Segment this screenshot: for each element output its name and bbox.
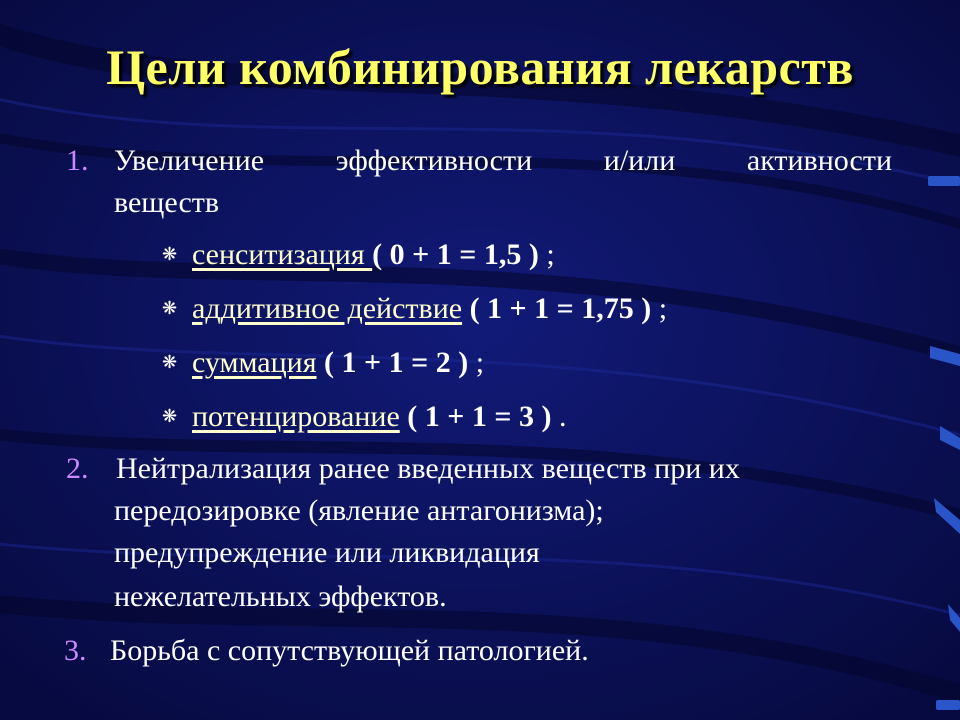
snowflake-bullet-icon: ❋ — [162, 298, 178, 318]
snowflake-bullet-icon: ❋ — [162, 352, 178, 372]
bullet-potentiation — [162, 400, 566, 434]
item-1-word: эффективности — [335, 144, 533, 177]
item-1-first-line — [114, 144, 892, 178]
link-additive-action[interactable]: аддитивное действие — [192, 292, 463, 325]
bullet-additive — [162, 292, 667, 326]
snowflake-bullet-icon: ❋ — [162, 406, 178, 426]
item-3-number: 3. — [64, 634, 87, 667]
bullet-punctuation: . — [551, 400, 567, 433]
formula-summation: ( 1 + 1 = 2 ) — [316, 346, 469, 379]
bullet-punctuation: ; — [468, 346, 485, 379]
bullet-sensitization — [162, 238, 555, 272]
item-2-line: Нейтрализация ранее введенных веществ при их — [116, 452, 740, 485]
item-2-line: передозировке (явление антагонизма); — [114, 494, 604, 527]
item-1-word: и/или — [603, 144, 676, 177]
item-1-continuation: веществ — [114, 186, 220, 219]
item-2-line: предупреждение или ликвидация — [114, 536, 540, 569]
formula-sensitization: ( 0 + 1 = 1,5 ) — [372, 238, 539, 271]
link-sensitization[interactable]: сенситизация — [192, 238, 373, 271]
bullet-summation — [162, 346, 484, 380]
item-3-text: Борьба с сопутствующей патологией. — [110, 634, 589, 667]
link-potentiation[interactable]: потенцирование — [192, 400, 400, 433]
bullet-punctuation: ; — [651, 292, 668, 325]
formula-additive: ( 1 + 1 = 1,75 ) — [462, 292, 652, 325]
formula-potentiation: ( 1 + 1 = 3 ) — [399, 400, 552, 433]
snowflake-bullet-icon: ❋ — [162, 244, 178, 264]
item-1-word: активности — [746, 144, 892, 177]
slide-title: Цели комбинирования лекарств — [106, 39, 854, 95]
item-1-word: Увеличение — [114, 144, 265, 177]
item-2-line: нежелательных эффектов. — [114, 580, 447, 613]
bullet-punctuation: ; — [538, 238, 555, 271]
item-2-number: 2. — [66, 452, 89, 485]
link-summation[interactable]: суммация — [192, 346, 317, 379]
item-1-number: 1. — [66, 144, 89, 177]
